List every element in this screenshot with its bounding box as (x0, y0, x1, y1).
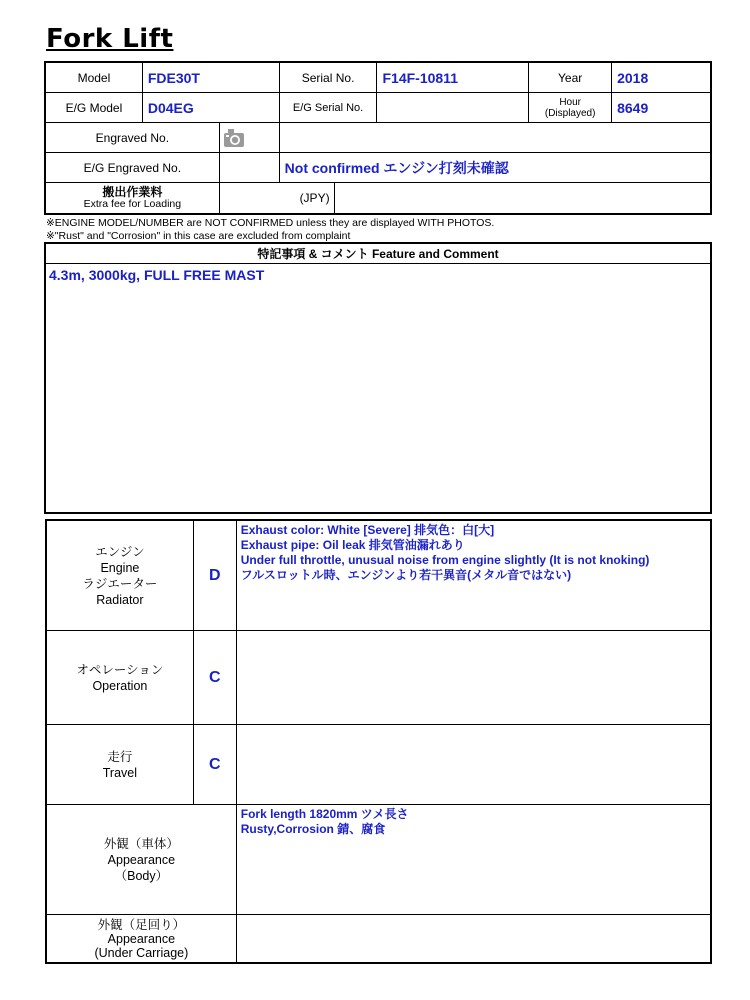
body-comments (236, 805, 710, 915)
travel-comments (236, 725, 710, 805)
fee-currency: (JPY) (219, 183, 334, 214)
under-row (47, 915, 711, 963)
hour-label (529, 93, 612, 123)
body-row (47, 805, 711, 915)
travel-label-en: Travel (102, 765, 138, 780)
engine-comment-3: Under full throttle, unusual noise from engine slightly (It is not knoking) (240, 553, 650, 567)
serial-label: Serial No. (279, 63, 377, 93)
feature-header: 特記事項 & コメント Feature and Comment (46, 244, 711, 264)
engraved-value (279, 123, 710, 153)
feature-table (45, 243, 711, 513)
travel-label (47, 725, 194, 805)
travel-row (47, 725, 711, 805)
model-label: Model (46, 63, 143, 93)
hour-value: 8649 (612, 93, 711, 123)
model-value: FDE30T (142, 63, 279, 93)
under-label-en2: (Under Carriage) (94, 945, 189, 960)
inspection-table (46, 520, 711, 963)
year-value: 2018 (612, 63, 711, 93)
engine-row (47, 521, 711, 631)
spec-table (45, 62, 711, 214)
operation-label (47, 631, 194, 725)
engine-label (47, 521, 194, 631)
operation-label-en: Operation (92, 678, 148, 693)
body-label-en2: （Body） (114, 868, 169, 883)
under-label (47, 915, 237, 963)
fee-value (334, 183, 710, 214)
eg-serial-label: E/G Serial No. (279, 93, 377, 123)
engine-comment-2: Exhaust pipe: Oil leak 排気管油漏れあり (240, 538, 465, 552)
under-label-en: Appearance (107, 931, 176, 946)
operation-comments (236, 631, 710, 725)
engine-label-en: Engine (100, 560, 140, 575)
year-label: Year (529, 63, 612, 93)
body-comment-2: Rusty,Corrosion 錆、腐食 (240, 822, 386, 836)
note-rust: ※"Rust" and "Corrosion" in this case are excluded from complaint (46, 230, 351, 242)
body-comment-1: Fork length 1820mm ツメ長さ (240, 807, 409, 821)
camera-icon[interactable] (220, 124, 248, 152)
feature-text: 4.3m, 3000kg, FULL FREE MAST (49, 267, 265, 283)
radiator-label-jp: ラジエーター (82, 576, 158, 591)
note-engine: ※ENGINE MODEL/NUMBER are NOT CONFIRMED unless they are displayed WITH PHOTOS. (46, 217, 495, 229)
operation-label-jp: オペレーション (76, 662, 164, 677)
engine-comment-1: Exhaust color: White [Severe] 排気色：白[大] (240, 523, 495, 537)
travel-label-jp: 走行 (107, 749, 133, 764)
fee-label-en: Extra fee for Loading (83, 198, 182, 210)
hour-label-line1: Hour (559, 96, 581, 108)
body-label-en: Appearance (107, 852, 176, 867)
engine-comment-4: フルスロットル時、エンジンより若干異音(メタル音ではない) (240, 568, 572, 582)
eg-serial-value (377, 93, 529, 123)
under-label-jp: 外観（足回り） (97, 917, 186, 932)
operation-row (47, 631, 711, 725)
engine-label-jp: エンジン (95, 544, 145, 559)
travel-grade: C (193, 725, 236, 805)
feature-body (46, 264, 711, 513)
serial-value: F14F-10811 (377, 63, 529, 93)
camera-cell (219, 123, 279, 153)
eg-engraved-spacer (219, 153, 279, 183)
engraved-label: Engraved No. (46, 123, 220, 153)
under-comments (236, 915, 710, 963)
engine-comments (236, 521, 710, 631)
body-label (47, 805, 237, 915)
eg-model-value: D04EG (142, 93, 279, 123)
operation-grade: C (193, 631, 236, 725)
radiator-label-en: Radiator (96, 592, 144, 607)
body-label-jp: 外観（車体） (103, 836, 179, 851)
eg-engraved-value: Not confirmed エンジン打刻未確認 (279, 153, 710, 183)
page-title: Fork Lift (46, 24, 174, 54)
eg-engraved-label: E/G Engraved No. (46, 153, 220, 183)
eg-model-label: E/G Model (46, 93, 143, 123)
hour-label-line2: (Displayed) (544, 107, 596, 119)
fee-label (46, 183, 220, 214)
fee-label-jp: 搬出作業料 (102, 185, 163, 199)
engine-grade: D (193, 521, 236, 631)
